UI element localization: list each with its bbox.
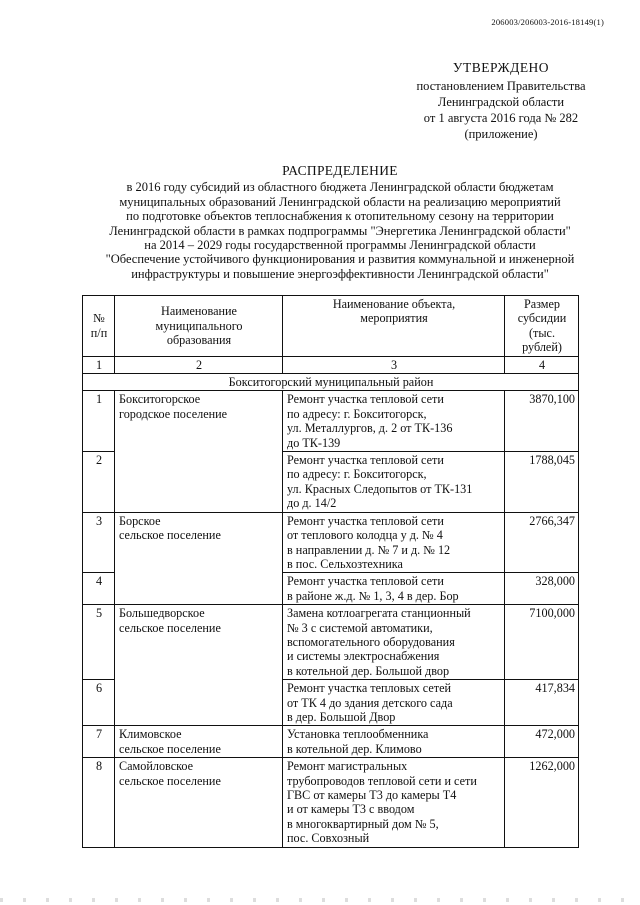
approval-title: УТВЕРЖДЕНО	[452, 60, 550, 75]
column-index: 3	[283, 356, 505, 373]
approval-line: постановлением Правительства	[416, 79, 586, 93]
row-object: Ремонт участка тепловых сетей от ТК 4 до здания детского сада в дер. Большой Двор	[283, 680, 505, 726]
column-index: 2	[115, 356, 283, 373]
header-object: Наименование объекта, мероприятия	[283, 296, 505, 357]
row-object: Ремонт участка тепловой сети по адресу: г. Бокситогорск, ул. Красных Следопытов от ТК-131 до д. 14/2	[283, 452, 505, 513]
approval-line: (приложение)	[464, 127, 538, 141]
scan-artifact-line	[0, 898, 640, 902]
row-municipality: Самойловское сельское поселение	[115, 758, 283, 847]
row-amount: 417,834	[505, 680, 579, 726]
row-no: 1	[83, 391, 115, 452]
header-amount: Размер субсидии (тыс. рублей)	[505, 296, 579, 357]
row-amount: 3870,100	[505, 391, 579, 452]
heading-line: в 2016 году субсидий из областного бюджета Ленинградской области бюджетам	[126, 180, 554, 195]
row-municipality: Бокситогорское городское поселение	[115, 391, 283, 452]
row-no: 2	[83, 452, 115, 513]
column-index: 4	[505, 356, 579, 373]
table-row	[83, 391, 579, 452]
row-municipality: Большедворское сельское поселение	[115, 605, 283, 680]
row-no: 4	[83, 573, 115, 605]
table-row	[83, 758, 579, 847]
subsidy-table	[82, 295, 579, 848]
row-no: 6	[83, 680, 115, 726]
row-amount: 472,000	[505, 726, 579, 758]
row-municipality	[115, 452, 283, 513]
district-name: Бокситогорский муниципальный район	[83, 374, 579, 391]
table-row	[83, 680, 579, 726]
heading-line: муниципальных образований Ленинградской области на реализацию мероприятий	[119, 194, 561, 209]
row-amount: 1262,000	[505, 758, 579, 847]
approval-stamp	[396, 60, 606, 142]
row-object: Ремонт участка тепловой сети в районе ж.д. № 1, 3, 4 в дер. Бор	[283, 573, 505, 605]
row-object: Ремонт участка тепловой сети от теплового колодца у д. № 4 в направлении д. № 7 и д. № 12 в пос. Сельхозтехника	[283, 512, 505, 573]
row-amount: 2766,347	[505, 512, 579, 573]
row-no: 5	[83, 605, 115, 680]
row-object: Установка теплообменника в котельной дер. Климово	[283, 726, 505, 758]
row-municipality: Борское сельское поселение	[115, 512, 283, 573]
document-number: 206003/206003-2016-18149(1)	[491, 17, 604, 27]
row-amount: 328,000	[505, 573, 579, 605]
column-index: 1	[83, 356, 115, 373]
column-index-row	[83, 356, 579, 373]
row-no: 3	[83, 512, 115, 573]
table-row	[83, 512, 579, 573]
document-heading	[60, 164, 620, 281]
header-municipality: Наименование муниципального образования	[115, 296, 283, 357]
row-municipality	[115, 573, 283, 605]
heading-line: по подготовке объектов теплоснабжения к отопительному сезону на территории	[126, 209, 554, 224]
row-municipality: Климовское сельское поселение	[115, 726, 283, 758]
table-row	[83, 452, 579, 513]
heading-line: Ленинградской области в рамках подпрограммы "Энергетика Ленинградской области"	[109, 223, 571, 238]
approval-line: от 1 августа 2016 года № 282	[423, 111, 579, 125]
row-municipality	[115, 680, 283, 726]
row-no: 7	[83, 726, 115, 758]
approval-line: Ленинградской области	[437, 95, 565, 109]
heading-title: РАСПРЕДЕЛЕНИЕ	[282, 163, 398, 178]
row-amount: 7100,000	[505, 605, 579, 680]
table-row	[83, 573, 579, 605]
table-row	[83, 605, 579, 680]
row-object: Замена котлоагрегата станционный № 3 с системой автоматики, вспомогательного оборудования и системы электроснабжения в котельной дер. Большой двор	[283, 605, 505, 680]
table-row	[83, 726, 579, 758]
row-object: Ремонт участка тепловой сети по адресу: г. Бокситогорск, ул. Металлургов, д. 2 от ТК-136 до ТК-139	[283, 391, 505, 452]
district-row	[83, 374, 579, 391]
row-object: Ремонт магистральных трубопроводов тепловой сети и сети ГВС от камеры Т3 до камеры Т4 и от камеры Т3 с вводом в многоквартирный дом № 5, пос. Совхозный	[283, 758, 505, 847]
heading-line: на 2014 – 2029 годы государственной программы Ленинградской области	[144, 238, 536, 253]
header-no: № п/п	[83, 296, 115, 357]
heading-line: инфраструктуры и повышение энергоэффективности Ленинградской области"	[131, 266, 549, 281]
table-header-row	[83, 296, 579, 357]
row-amount: 1788,045	[505, 452, 579, 513]
row-no: 8	[83, 758, 115, 847]
heading-line: "Обеспечение устойчивого функционирования и развития коммунальной и инженерной	[105, 252, 575, 267]
